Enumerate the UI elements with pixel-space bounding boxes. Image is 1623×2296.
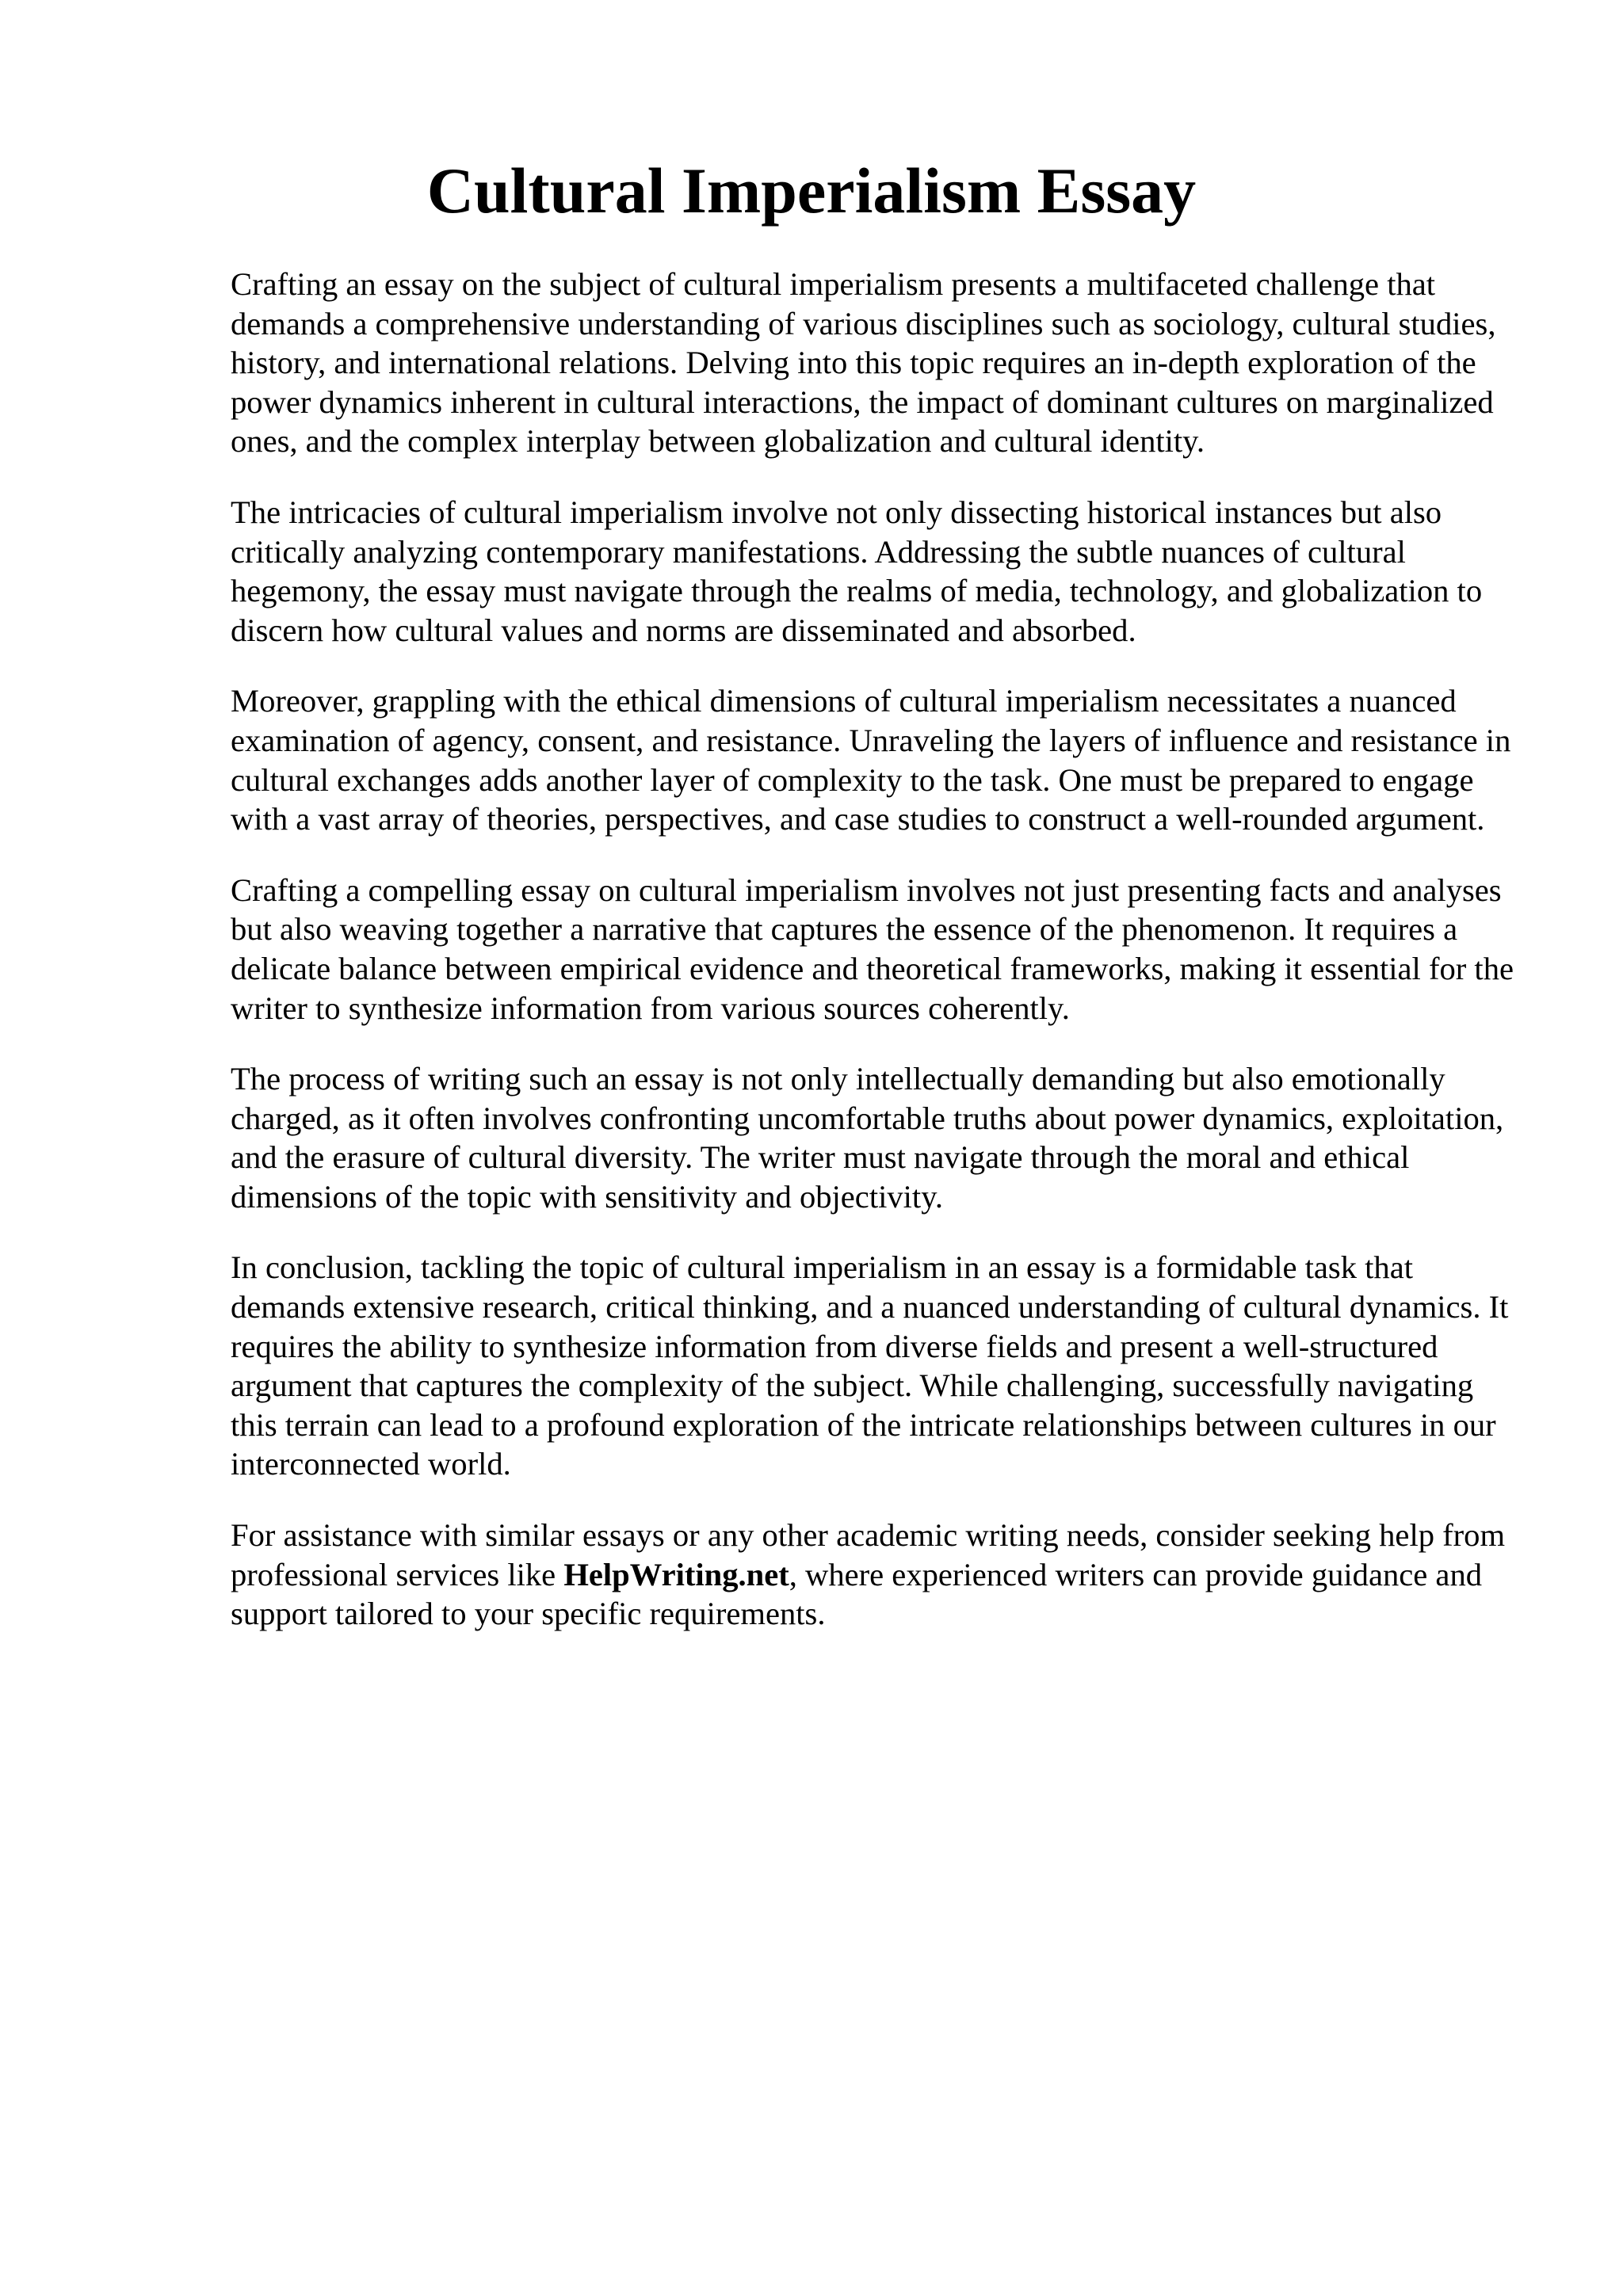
paragraph-1: Crafting an essay on the subject of cultural imperialism presents a multifaceted challenge that demands a comprehensive understanding of various disciplines such as sociology, cultural studies, history, and international relations. Delving into this topic requires an in-depth exploration of the power dynamics inherent in cultural interactions, the impact of dominant cultures on marginalized ones, and the complex interplay between globalization and cultural identity. (231, 266, 1496, 460)
closing-text-before: For assistance with similar essays or any other academic writing needs, consider seeking help from professional services like (231, 1517, 1506, 1592)
paragraph-3: Moreover, grappling with the ethical dimensions of cultural imperialism necessitates a nuanced examination of agency, consent, and resistance. Unraveling the layers of influence and resistance in cultural exchanges adds another layer of complexity to the task. One must be prepared to engage with a vast array of theories, perspectives, and case studies to construct a well-rounded argument. (231, 683, 1511, 837)
essay-body (231, 265, 1522, 1665)
paragraph-4: Crafting a compelling essay on cultural imperialism involves not just presenting facts and analyses but also weaving together a narrative that captures the essence of the phenomenon. It requires a delicate balance between empirical evidence and theoretical frameworks, making it essential for the writer to synthesize information from various sources coherently. (231, 871, 1514, 1026)
paragraph-2: The intricacies of cultural imperialism involve not only dissecting historical instances but also critically analyzing contemporary manifestations. Addressing the subtle nuances of cultural hegemony, the essay must navigate through the realms of media, technology, and globalization to discern how cultural values and norms are disseminated and absorbed. (231, 494, 1483, 648)
brand-name: HelpWriting.net (563, 1556, 789, 1592)
closing-paragraph (231, 1516, 1522, 1634)
closing-text-after: , where experienced writers can provide guidance and support tailored to your specific requirements. (231, 1556, 1483, 1632)
paragraph-5: The process of writing such an essay is not only intellectually demanding but also emotionally charged, as it often involves confronting uncomfortable truths about power dynamics, exploitation, and the erasure of cultural diversity. The writer must navigate through the moral and ethical dimensions of the topic with sensitivity and objectivity. (231, 1061, 1504, 1215)
paragraph-6: In conclusion, tackling the topic of cultural imperialism in an essay is a formidable task that demands extensive research, critical thinking, and a nuanced understanding of cultural dynamics. It requires the ability to synthesize information from diverse fields and present a well-structured argument that captures the complexity of the subject. While challenging, successfully navigating this terrain can lead to a profound exploration of the intricate relationships between cultures in our interconnected world. (231, 1249, 1509, 1482)
page-title: Cultural Imperialism Essay (426, 154, 1197, 227)
